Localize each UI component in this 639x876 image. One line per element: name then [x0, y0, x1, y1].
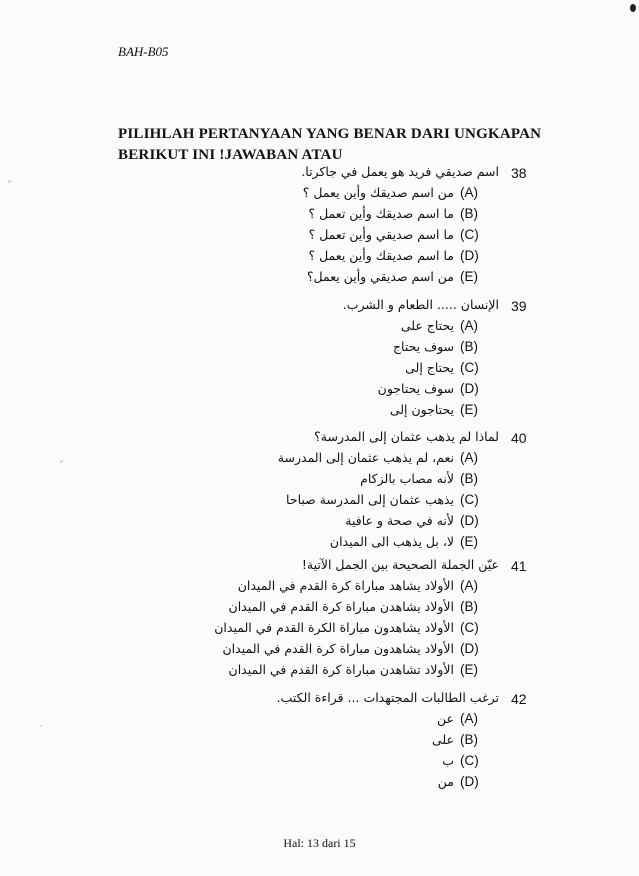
answer-option	[0, 620, 639, 641]
answer-option	[0, 450, 639, 471]
question-number: 40	[511, 430, 527, 446]
option-letter: (A)	[460, 711, 478, 726]
option-letter: (A)	[460, 185, 478, 200]
option-letter: (E)	[460, 662, 478, 677]
option-letter: (C)	[460, 753, 479, 768]
option-letter: (D)	[460, 381, 479, 396]
option-text: سوف يحتاج	[392, 339, 454, 354]
answer-option	[0, 492, 639, 513]
option-letter: (A)	[460, 578, 478, 593]
option-letter: (B)	[460, 339, 478, 354]
option-text: الأولاد يشاهد مباراة كرة القدم في الميدان	[237, 578, 454, 593]
option-text: ما اسم صديقك وأين يعمل ؟	[308, 248, 454, 263]
option-text: من اسم صديقي وأين يعمل؟	[306, 269, 454, 284]
option-letter: (B)	[460, 206, 478, 221]
answer-option	[0, 711, 639, 732]
answer-option	[0, 534, 639, 555]
option-text: من	[437, 774, 454, 789]
answer-option	[0, 206, 639, 227]
option-text: لأنه في صحة و عافية	[345, 513, 454, 528]
option-letter: (C)	[460, 620, 479, 635]
option-text: ب	[442, 753, 454, 768]
option-text: لا، بل يذهب الى الميدان	[329, 534, 454, 549]
answer-option	[0, 227, 639, 248]
option-letter: (A)	[460, 318, 478, 333]
answer-option	[0, 578, 639, 599]
document-code: BAH-B05	[118, 44, 169, 59]
answer-option	[0, 360, 639, 381]
option-text: نعم، لم يذهب عثمان إلى المدرسة	[277, 450, 454, 465]
option-letter: (D)	[460, 641, 479, 656]
option-text: يحتاج إلى	[405, 360, 454, 375]
question-stem: ترغب الطالبات المجتهدات ... قراءة الكتب.	[276, 690, 499, 705]
option-letter: (D)	[460, 248, 479, 263]
option-text: يذهب عثمان إلى المدرسة صباحا	[286, 492, 454, 507]
answer-option	[0, 641, 639, 662]
question-number: 41	[511, 558, 527, 574]
option-letter: (B)	[460, 599, 478, 614]
question-stem: اسم صديقي فريد هو يعمل في جاكرتا.	[301, 164, 499, 179]
answer-option	[0, 381, 639, 402]
answer-option	[0, 269, 639, 290]
option-text: الأولاد يشاهدن مباراة كرة القدم في الميدان	[228, 599, 454, 614]
answer-option	[0, 339, 639, 360]
answer-option	[0, 732, 639, 753]
option-letter: (E)	[460, 402, 478, 417]
option-letter: (E)	[460, 534, 478, 549]
option-text: يحتاج على	[400, 318, 454, 333]
question-number: 39	[511, 298, 527, 314]
option-text: الأولاد يشاهدون مباراة الكرة القدم في الميدان	[214, 620, 454, 635]
question-stem: لماذا لم يذهب عثمان إلى المدرسة؟	[314, 429, 499, 444]
answer-option	[0, 471, 639, 492]
question-stem: عيّن الجملة الصحيحة بين الجمل الآتية!	[301, 557, 499, 572]
option-letter: (C)	[460, 360, 479, 375]
answer-option	[0, 402, 639, 423]
question-number: 38	[511, 165, 527, 181]
answer-option	[0, 753, 639, 774]
option-letter: (E)	[460, 269, 478, 284]
instruction-line: PILIHLAH PERTANYAAN YANG BENAR DARI UNGKAPAN	[118, 126, 542, 142]
answer-option	[0, 185, 639, 206]
question-stem: الإنسان ..... الطعام و الشرب.	[342, 297, 499, 312]
option-text: الأولاد تشاهدن مباراة كرة القدم في الميدان	[228, 662, 454, 677]
option-letter: (C)	[460, 227, 479, 242]
scan-speck	[630, 4, 636, 12]
option-text: عن	[437, 711, 454, 726]
instruction	[118, 124, 558, 166]
option-text: ما اسم صديقك وأين تعمل ؟	[308, 206, 454, 221]
option-text: على	[431, 732, 454, 747]
answer-option	[0, 599, 639, 620]
option-letter: (A)	[460, 450, 478, 465]
answer-option	[0, 318, 639, 339]
option-letter: (B)	[460, 732, 478, 747]
instruction-line: BERIKUT INI !JAWABAN ATAU	[118, 147, 343, 163]
option-text: سوف يحتاجون	[377, 381, 454, 396]
scan-speck	[8, 180, 11, 183]
option-letter: (B)	[460, 471, 478, 486]
answer-option	[0, 248, 639, 269]
question-number: 42	[511, 691, 527, 707]
option-letter: (D)	[460, 774, 479, 789]
option-text: يحتاجون إلى	[389, 402, 454, 417]
answer-option	[0, 513, 639, 534]
answer-option	[0, 774, 639, 795]
option-text: الأولاد يشاهدون مباراة كرة القدم في الميدان	[222, 641, 454, 656]
option-letter: (C)	[460, 492, 479, 507]
page-footer: Hal: 13 dari 15	[283, 836, 356, 850]
option-text: ما اسم صديقي وأين تعمل ؟	[308, 227, 454, 242]
option-letter: (D)	[460, 513, 479, 528]
option-text: لأنه مصاب بالزكام	[360, 471, 454, 486]
option-text: من اسم صديقك وأين يعمل ؟	[302, 185, 454, 200]
answer-option	[0, 662, 639, 683]
